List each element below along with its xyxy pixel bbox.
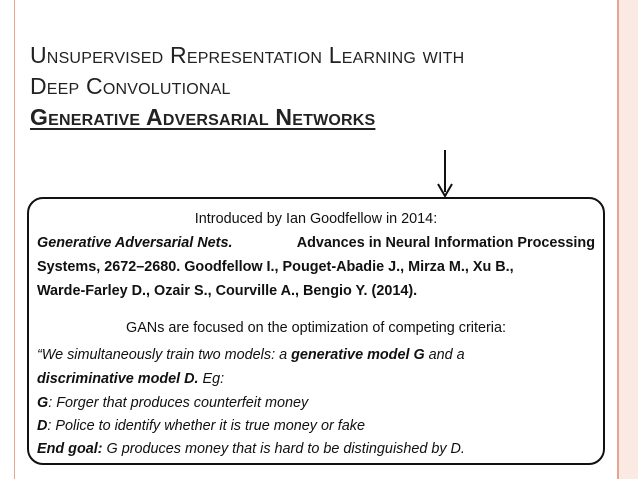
end-goal-label: End goal: (37, 441, 103, 457)
g-label: G (37, 395, 49, 411)
d-label: D (37, 418, 48, 434)
slide-title (30, 40, 610, 133)
left-border-line (14, 0, 15, 479)
generative-model-term: generative model G (291, 347, 425, 363)
end-goal (37, 441, 465, 457)
quote-line-2 (37, 371, 224, 387)
quote-line-1 (37, 347, 595, 363)
reference-line-2: Systems, 2672–2680. Goodfellow I., Pouget-Abadie J., Mirza M., Xu B., (37, 259, 514, 275)
d-definition (37, 418, 365, 434)
title-line-1: Unsupervised Representation Learning with (30, 42, 465, 68)
intro-text: Introduced by Ian Goodfellow in 2014: (194, 211, 438, 227)
right-border-line (617, 0, 619, 479)
reference-paper-title: Generative Adversarial Nets. (37, 235, 233, 251)
focus-text: GANs are focused on the optimization of competing criteria: (126, 320, 506, 336)
discriminative-model-term: discriminative model D. (37, 371, 199, 387)
g-definition (37, 395, 308, 411)
right-decorative-band (619, 0, 638, 479)
reference-line-1 (37, 235, 595, 251)
title-line-3: Generative Adversarial Networks (30, 104, 376, 130)
d-text: : Police to identify whether it is true money or fake (47, 418, 365, 434)
title-line-2: Deep Convolutional (30, 73, 231, 99)
reference-line-3: Warde-Farley D., Ozair S., Courville A., Bengio Y. (2014). (37, 283, 418, 299)
down-arrow-icon (435, 150, 455, 200)
end-goal-text: G produces money that is hard to be distinguished by D. (102, 441, 465, 457)
quote-text-a: “We simultaneously train two models: a (37, 347, 292, 363)
quote-text-b: and a (424, 347, 465, 363)
g-text: : Forger that produces counterfeit money (48, 395, 309, 411)
reference-venue: Advances in Neural Information Processing (296, 235, 595, 251)
quote-eg: Eg: (198, 371, 225, 387)
